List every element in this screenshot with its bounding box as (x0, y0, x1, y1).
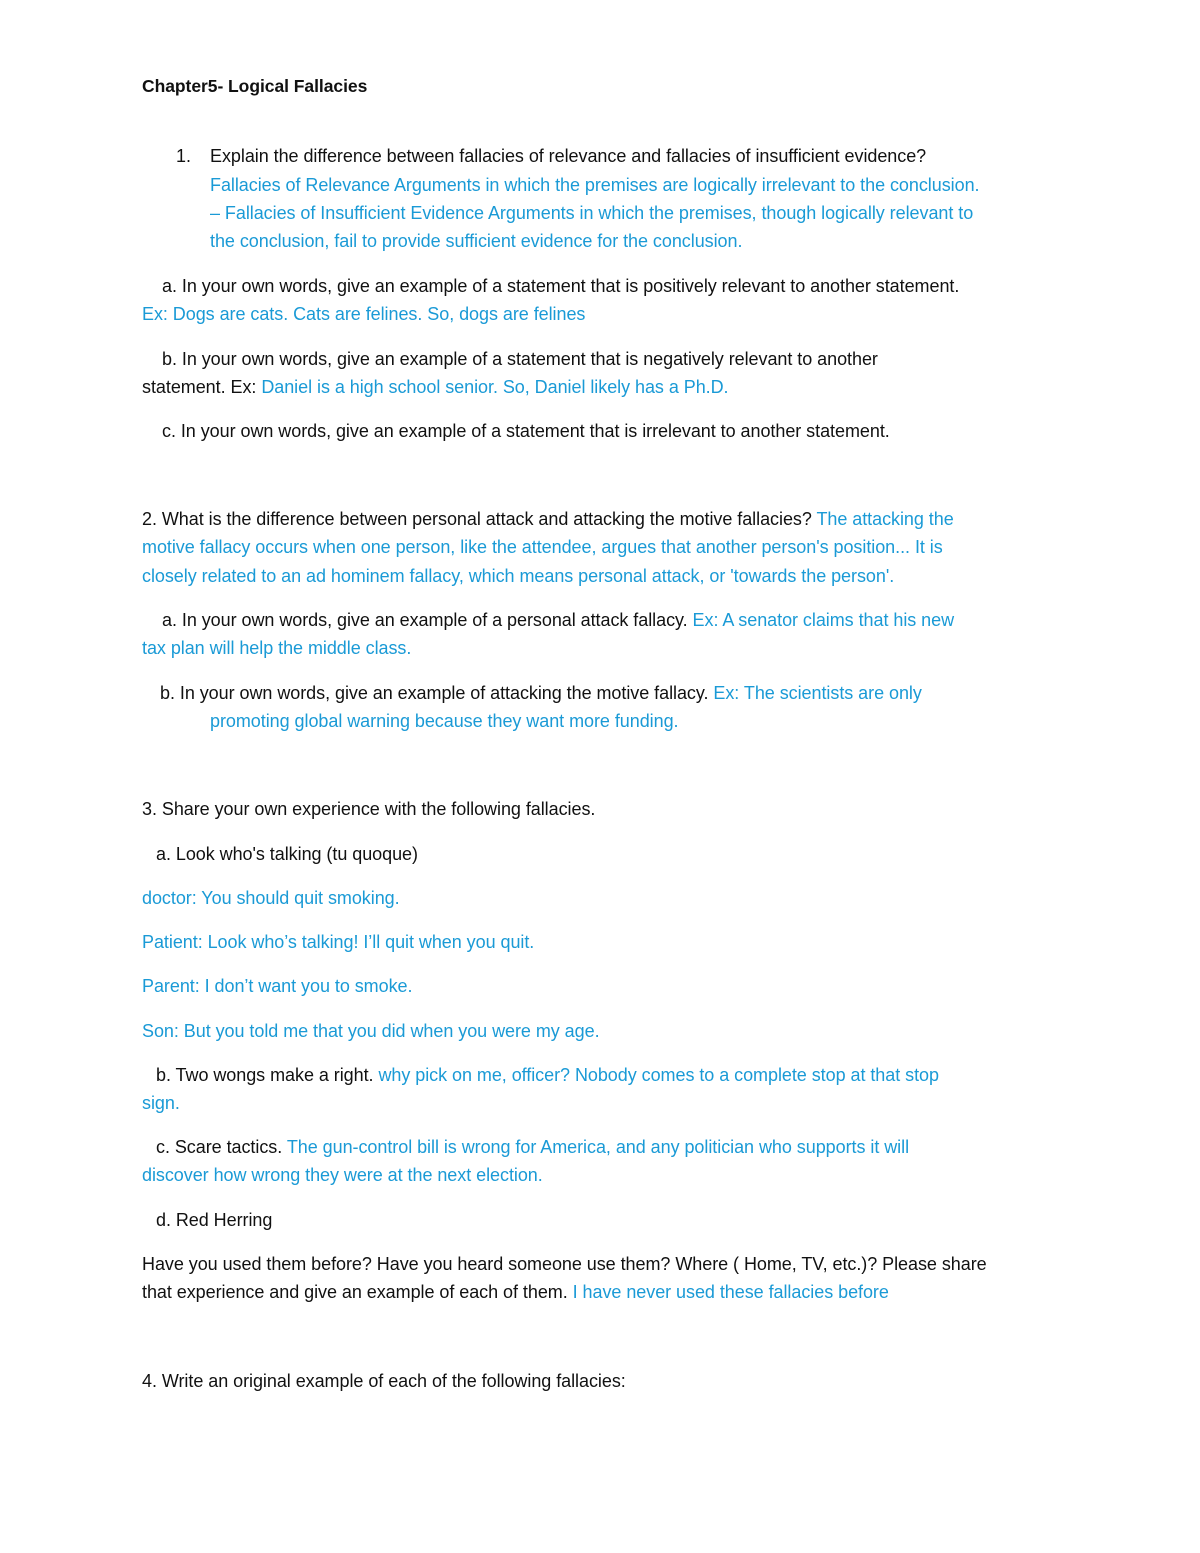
q4-question: 4. Write an original example of each of the following fallacies: (142, 1371, 626, 1391)
page-title: Chapter5- Logical Fallacies (142, 76, 368, 96)
q3d-prompt: d. Red Herring (156, 1210, 273, 1230)
q2-answer-line2: motive fallacy occurs when one person, like the attendee, argues that another person's position... It is (142, 537, 943, 557)
q3-share-line2 (142, 1278, 889, 1306)
q3-dialogue-line: Parent: I don’t want you to smoke. (142, 976, 413, 996)
q1a-answer: Ex: Dogs are cats. Cats are felines. So, dogs are felines (142, 304, 586, 324)
q3-dialogue-line: Patient: Look who’s talking! I’ll quit when you quit. (142, 932, 535, 952)
q1-number: 1. (176, 146, 191, 166)
q3-share-answer: I have never used these fallacies before (572, 1282, 889, 1302)
q1-answer-line2: – Fallacies of Insufficient Evidence Arguments in which the premises, though logically relevant to (210, 203, 974, 223)
q3-dialogue-line: Son: But you told me that you did when you were my age. (142, 1021, 600, 1041)
q1c-prompt: c. In your own words, give an example of a statement that is irrelevant to another statement. (162, 421, 890, 441)
q3-share-line1: Have you used them before? Have you heard someone use them? Where ( Home, TV, etc.)? Please share (142, 1254, 987, 1274)
q2a-answer-line1: Ex: A senator claims that his new (687, 610, 955, 630)
q3b-line (156, 1061, 939, 1089)
q2a-line (162, 606, 954, 634)
q3-dialogue-line: doctor: You should quit smoking. (142, 888, 400, 908)
q2-answer-line3: closely related to an ad hominem fallacy, which means personal attack, or 'towards the person'. (142, 566, 895, 586)
q1-answer-line1: Fallacies of Relevance Arguments in which the premises are logically irrelevant to the conclusion. (210, 175, 980, 195)
q3-question: 3. Share your own experience with the following fallacies. (142, 799, 596, 819)
q1a-prompt: a. In your own words, give an example of a statement that is positively relevant to another statement. (162, 276, 960, 296)
q1b-prompt-lead: statement. Ex: (142, 377, 262, 397)
q2b-prompt: b. In your own words, give an example of attacking the motive fallacy. (160, 683, 714, 703)
q2b-answer-line1: Ex: The scientists are only (713, 683, 922, 703)
q3a-prompt: a. Look who's talking (tu quoque) (156, 844, 418, 864)
q3b-answer-line1: why pick on me, officer? Nobody comes to a complete stop at that stop (378, 1065, 939, 1085)
q1-answer-line3: the conclusion, fail to provide sufficient evidence for the conclusion. (210, 231, 743, 251)
q2b-answer-line2: promoting global warning because they want more funding. (210, 711, 679, 731)
q3-share-prompt: that experience and give an example of each of them. (142, 1282, 573, 1302)
q2b-line (160, 679, 922, 707)
q2a-prompt: a. In your own words, give an example of a personal attack fallacy. (162, 610, 688, 630)
q3c-prompt: c. Scare tactics. (156, 1137, 287, 1157)
q1b-answer: Daniel is a high school senior. So, Daniel likely has a Ph.D. (261, 377, 729, 397)
q1-question: Explain the difference between fallacies of relevance and fallacies of insufficient evidence? (210, 146, 927, 166)
q3c-answer-line1: The gun-control bill is wrong for America, and any politician who supports it will (286, 1137, 910, 1157)
q2a-answer-line2: tax plan will help the middle class. (142, 638, 412, 658)
q2-question-line (142, 505, 954, 533)
q2-answer-line1: The attacking the (816, 509, 954, 529)
q3c-line (156, 1133, 909, 1161)
q3c-answer-line2: discover how wrong they were at the next election. (142, 1165, 543, 1185)
q3b-answer-line2: sign. (142, 1093, 180, 1113)
q1b-prompt-line1: b. In your own words, give an example of a statement that is negatively relevant to another (162, 349, 878, 369)
q3b-prompt: b. Two wongs make a right. (156, 1065, 379, 1085)
q2-question: 2. What is the difference between personal attack and attacking the motive fallacies? (142, 509, 817, 529)
q1b-prompt-line2 (142, 373, 729, 401)
